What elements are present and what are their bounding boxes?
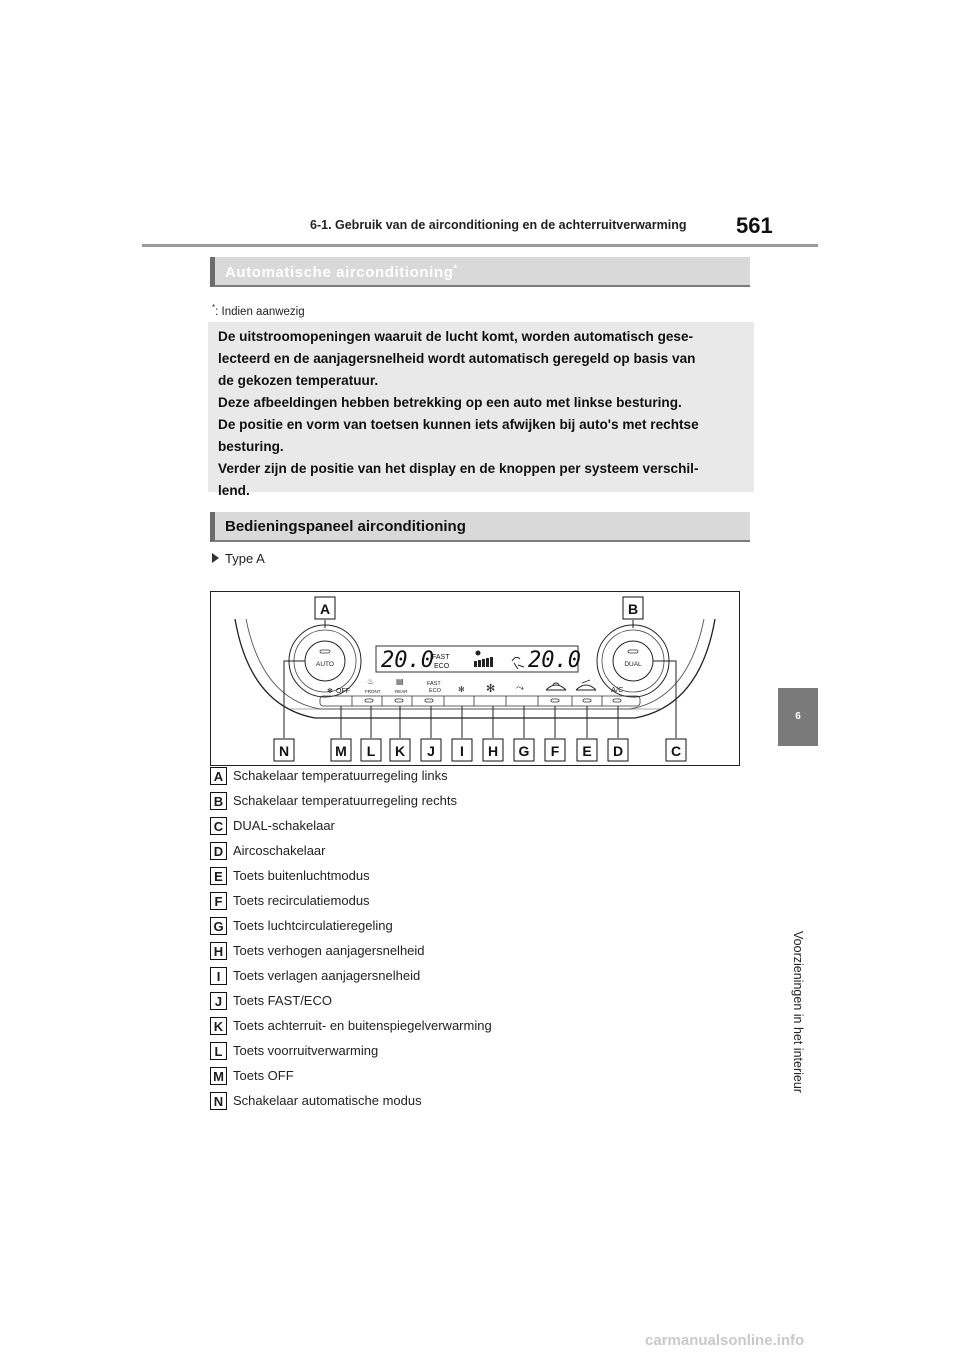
legend-text: Aircoschakelaar <box>233 843 326 858</box>
info-line: De positie en vorm van toetsen kunnen iets afwijken bij auto's met rechtse <box>218 417 699 432</box>
legend-letter: B <box>210 792 227 810</box>
svg-text:G: G <box>518 743 530 759</box>
legend-letter: I <box>210 967 227 985</box>
display-fast-label: FAST <box>432 654 450 661</box>
svg-text:B: B <box>627 601 639 617</box>
callout-l <box>361 739 381 761</box>
rear-defrost-icon: ▤ <box>396 677 404 686</box>
callout-h <box>483 739 503 761</box>
front-defrost-icon: ♨ <box>367 677 375 686</box>
legend-text: Schakelaar automatische modus <box>233 1093 422 1108</box>
triangle-bullet-icon <box>212 553 219 563</box>
legend-letter: N <box>210 1092 227 1110</box>
svg-text:A: A <box>319 601 331 617</box>
callout-m <box>331 739 351 761</box>
dual-knob-label: DUAL <box>624 661 642 668</box>
legend-text: Toets luchtcirculatieregeling <box>233 918 393 933</box>
page-number: 561 <box>736 213 773 238</box>
info-line: Deze afbeeldingen hebben betrekking op een auto met linkse besturing. <box>218 395 682 410</box>
legend-letter: J <box>210 992 227 1010</box>
svg-text:I: I <box>460 743 464 759</box>
callout-c <box>666 739 686 761</box>
legend-letter: L <box>210 1042 227 1060</box>
svg-text:E: E <box>582 743 592 759</box>
info-box <box>208 322 754 498</box>
legend-text: Toets buitenluchtmodus <box>233 868 370 883</box>
fan-small-icon: ✻ <box>327 688 333 695</box>
info-line: lend. <box>218 483 250 498</box>
legend-letter: H <box>210 942 227 960</box>
footnote-text: : Indien aanwezig <box>215 305 305 318</box>
info-line: De uitstroomopeningen waaruit de lucht komt, worden automatisch gese- <box>218 329 694 344</box>
svg-text:C: C <box>670 743 682 759</box>
callout-k <box>390 739 410 761</box>
eco-button-label: ECO <box>429 688 441 694</box>
chapter-header-title: 6-1. Gebruik van de airconditioning en de achterruitverwarming <box>310 218 687 232</box>
chapter-side-label: Voorzieningen in het interieur <box>791 931 805 1093</box>
watermark: carmanualsonline.info <box>645 1332 805 1349</box>
legend-text: Toets verhogen aanjagersnelheid <box>233 943 425 958</box>
svg-text:H: H <box>487 743 499 759</box>
legend-letter: K <box>210 1017 227 1035</box>
rear-label: REAR <box>395 689 408 694</box>
control-panel-figure <box>210 591 740 766</box>
callout-i <box>452 739 472 761</box>
airflow-control-icon: ⤳ <box>516 683 524 694</box>
off-button-label: OFF <box>336 688 350 695</box>
svg-text:L: L <box>366 743 376 759</box>
svg-text:F: F <box>550 743 560 759</box>
display-eco-label: ECO <box>434 663 450 670</box>
legend-letter: C <box>210 817 227 835</box>
callout-b <box>623 597 643 619</box>
info-line: besturing. <box>218 439 284 454</box>
callout-n <box>274 739 294 761</box>
footnote-mark: * <box>212 303 216 312</box>
section-heading-asterisk: * <box>453 263 458 273</box>
header-rule <box>142 244 818 247</box>
legend-letter: A <box>210 767 227 785</box>
svg-text:K: K <box>394 743 406 759</box>
svg-text:N: N <box>278 743 290 759</box>
section-heading-text: Automatische airconditioning <box>225 264 454 281</box>
svg-text:M: M <box>335 743 347 759</box>
callout-j <box>421 739 441 761</box>
chapter-tab: 6 <box>778 688 818 746</box>
legend-text: Toets verlagen aanjagersnelheid <box>233 968 421 983</box>
fan-down-icon: ✻ <box>458 685 465 694</box>
legend-letter: E <box>210 867 227 885</box>
ac-button-label: A/C <box>611 685 624 694</box>
display-temp-left: 20.0 <box>381 648 434 673</box>
auto-knob-label: AUTO <box>316 661 334 668</box>
legend-text: Toets achterruit- en buitenspiegelverwarming <box>233 1018 492 1033</box>
info-line: de gekozen temperatuur. <box>218 373 379 388</box>
legend-letter: F <box>210 892 227 910</box>
legend-text: Toets FAST/ECO <box>233 993 332 1008</box>
info-line: Verder zijn de positie van het display en de knoppen per systeem verschil- <box>218 461 699 476</box>
legend-text: Toets recirculatiemodus <box>233 893 370 908</box>
legend-text: Toets voorruitverwarming <box>233 1043 379 1058</box>
svg-text:J: J <box>427 743 435 759</box>
legend-letter: M <box>210 1067 227 1085</box>
legend-letter: D <box>210 842 227 860</box>
section-heading-automatic-ac <box>210 257 750 287</box>
legend-text: Schakelaar temperatuurregeling rechts <box>233 793 458 808</box>
callout-d <box>608 739 628 761</box>
svg-text:D: D <box>612 743 624 759</box>
front-label: FRONT <box>365 689 381 694</box>
section-heading-control-panel <box>210 512 750 542</box>
callout-f <box>545 739 565 761</box>
callout-a <box>315 597 335 619</box>
display-temp-right: 20.0 <box>528 648 581 673</box>
legend-letter: G <box>210 917 227 935</box>
legend-text: Toets OFF <box>233 1068 294 1083</box>
callout-e <box>577 739 597 761</box>
fast-button-label: FAST <box>427 681 441 687</box>
legend-text: DUAL-schakelaar <box>233 818 335 833</box>
section-heading-text: Bedieningspaneel airconditioning <box>225 518 466 535</box>
fan-up-icon: ✻ <box>486 683 496 695</box>
type-label: Type A <box>212 551 265 566</box>
info-line: lecteerd en de aanjagersnelheid wordt automatisch geregeld op basis van <box>218 351 696 366</box>
callout-g <box>514 739 534 761</box>
legend-text: Schakelaar temperatuurregeling links <box>233 768 448 783</box>
footnote <box>212 303 305 318</box>
